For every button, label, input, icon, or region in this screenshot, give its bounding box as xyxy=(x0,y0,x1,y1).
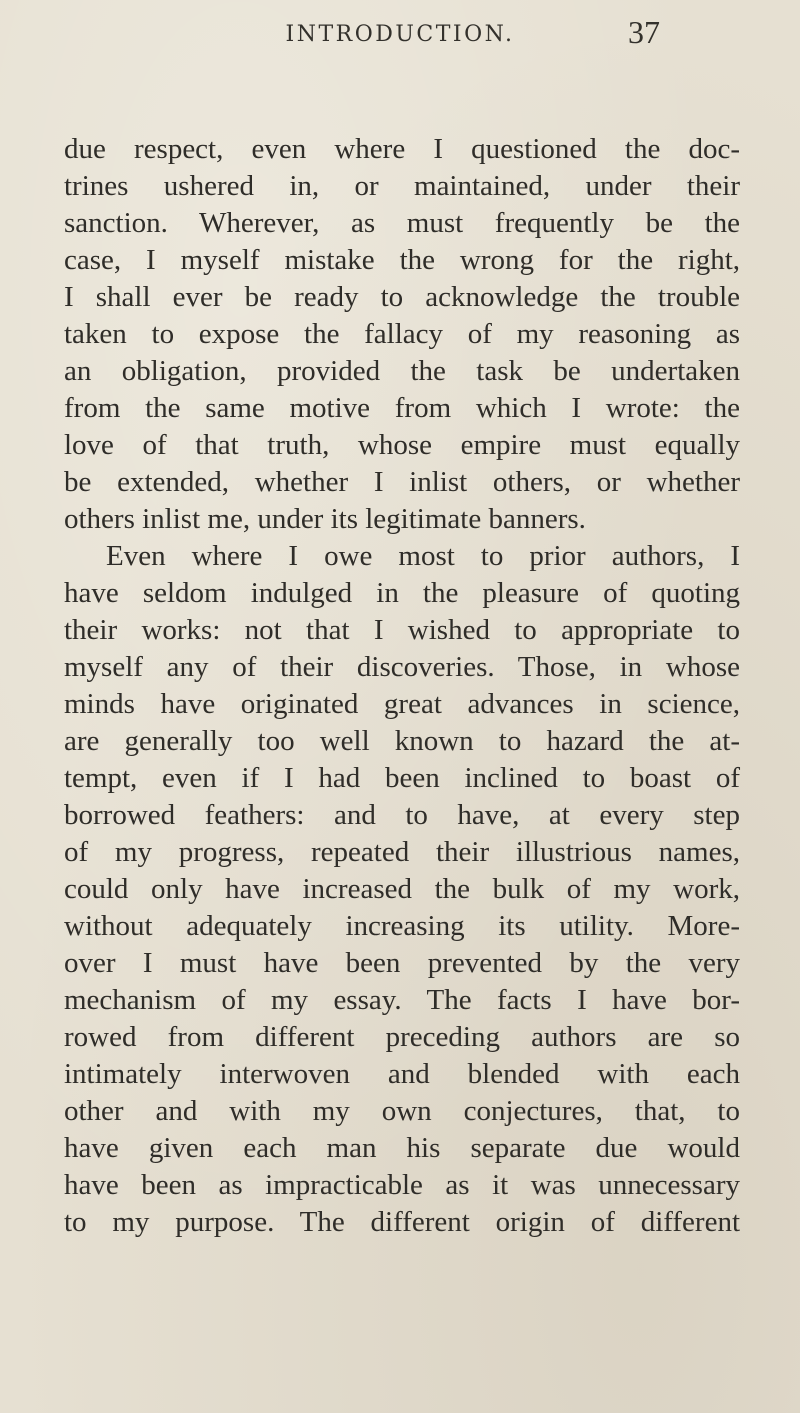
text-line: of my progress, repeated their illustrious names, xyxy=(64,836,740,868)
text-line: mechanism of my essay. The facts I have bor- xyxy=(64,984,740,1016)
text-line: trines ushered in, or maintained, under their xyxy=(64,170,740,202)
text-line: Even where I owe most to prior authors, I xyxy=(106,540,740,572)
text-line: their works: not that I wished to appropriate to xyxy=(64,614,740,646)
text-line: case, I myself mistake the wrong for the right, xyxy=(64,244,740,276)
text-line: to my purpose. The different origin of different xyxy=(64,1206,740,1238)
text-line: others inlist me, under its legitimate banners. xyxy=(64,503,586,535)
text-line: an obligation, provided the task be undertaken xyxy=(64,355,740,387)
text-line: other and with my own conjectures, that, to xyxy=(64,1095,740,1127)
text-line: from the same motive from which I wrote: the xyxy=(64,392,740,424)
text-line: love of that truth, whose empire must equally xyxy=(64,429,740,461)
text-line: have seldom indulged in the pleasure of quoting xyxy=(64,577,740,609)
text-line: tempt, even if I had been inclined to boast of xyxy=(64,762,740,794)
text-line: taken to expose the fallacy of my reasoning as xyxy=(64,318,740,350)
text-line: be extended, whether I inlist others, or whether xyxy=(64,466,740,498)
text-line: intimately interwoven and blended with each xyxy=(64,1058,740,1090)
page-number: 37 xyxy=(628,14,660,50)
text-line: myself any of their discoveries. Those, in whose xyxy=(64,651,740,683)
text-line: minds have originated great advances in science, xyxy=(64,688,740,720)
text-line: have given each man his separate due would xyxy=(64,1132,740,1164)
text-line: without adequately increasing its utility. More- xyxy=(64,910,740,942)
text-line: borrowed feathers: and to have, at every step xyxy=(64,799,740,831)
text-line: sanction. Wherever, as must frequently be the xyxy=(64,207,740,239)
text-line: rowed from different preceding authors are so xyxy=(64,1021,740,1053)
text-line: due respect, even where I questioned the doc- xyxy=(64,133,740,165)
running-title: INTRODUCTION. xyxy=(285,22,515,47)
text-line: I shall ever be ready to acknowledge the trouble xyxy=(64,281,740,313)
text-line: are generally too well known to hazard the at- xyxy=(64,725,740,757)
text-line: over I must have been prevented by the very xyxy=(64,947,740,979)
text-line: could only have increased the bulk of my work, xyxy=(64,873,740,905)
text-line: have been as impracticable as it was unnecessary xyxy=(64,1169,740,1201)
